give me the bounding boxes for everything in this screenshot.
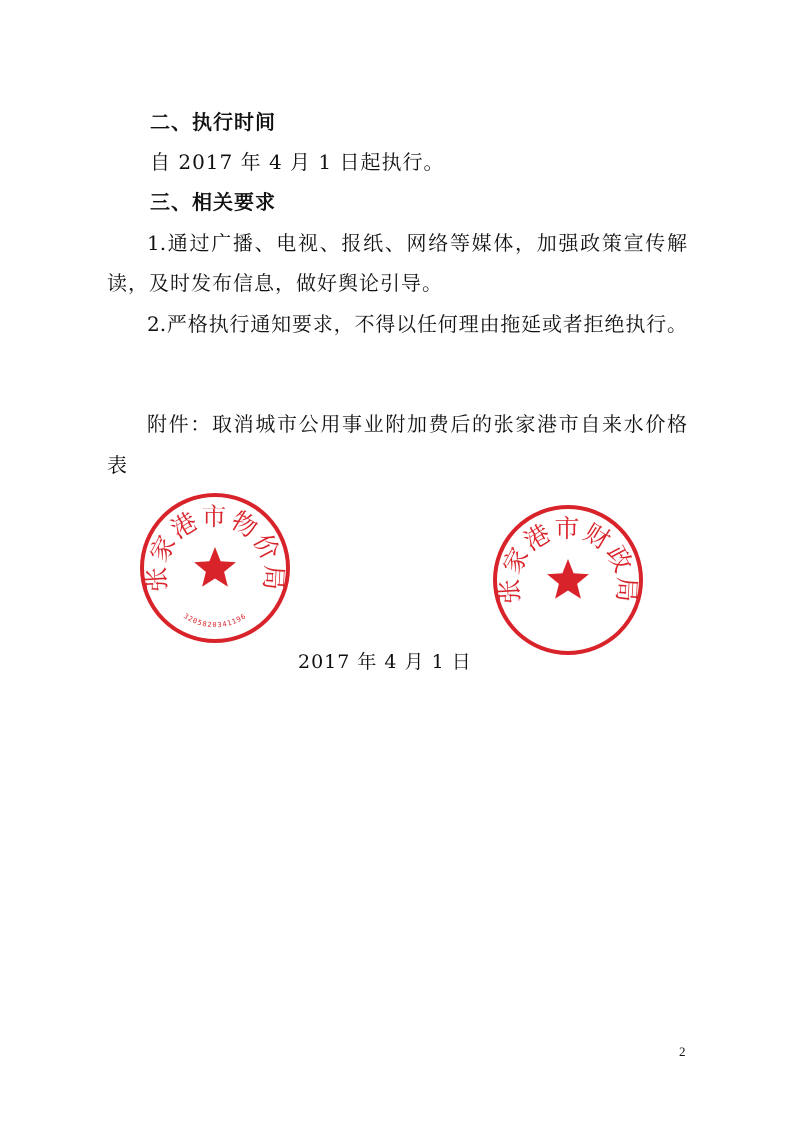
- seal-left-name: 张家港市物价局: [141, 502, 289, 593]
- requirement-1-line-2: 读，及时发布信息，做好舆论引导。: [107, 271, 443, 295]
- section-heading-requirements: 三、相关要求: [150, 190, 276, 214]
- section-heading-execution-time: 二、执行时间: [150, 110, 276, 134]
- requirement-1-line-1: 1.通过广播、电视、报纸、网络等媒体，加强政策宣传解: [147, 231, 687, 255]
- execution-time-text: 自 2017 年 4 月 1 日起执行。: [150, 150, 445, 174]
- attachment-line-1: 附件：取消城市公用事业附加费后的张家港市自来水价格: [147, 412, 687, 436]
- seal-right-star-icon: [547, 559, 589, 599]
- seal-left-star-icon: [194, 547, 236, 587]
- seal-price-bureau: [138, 491, 292, 645]
- seal-right-name: 张家港市财政局: [494, 514, 642, 605]
- requirement-2: 2.严格执行通知要求，不得以任何理由拖延或者拒绝执行。: [147, 312, 687, 336]
- seal-finance-bureau: [491, 503, 645, 657]
- page-number: 2: [679, 1044, 686, 1059]
- svg-text:3205820341196: [182, 612, 248, 629]
- seal-left-code: 3205820341196: [181, 612, 249, 630]
- issue-date: 2017 年 4 月 1 日: [298, 651, 472, 673]
- attachment-line-2: 表: [107, 453, 128, 477]
